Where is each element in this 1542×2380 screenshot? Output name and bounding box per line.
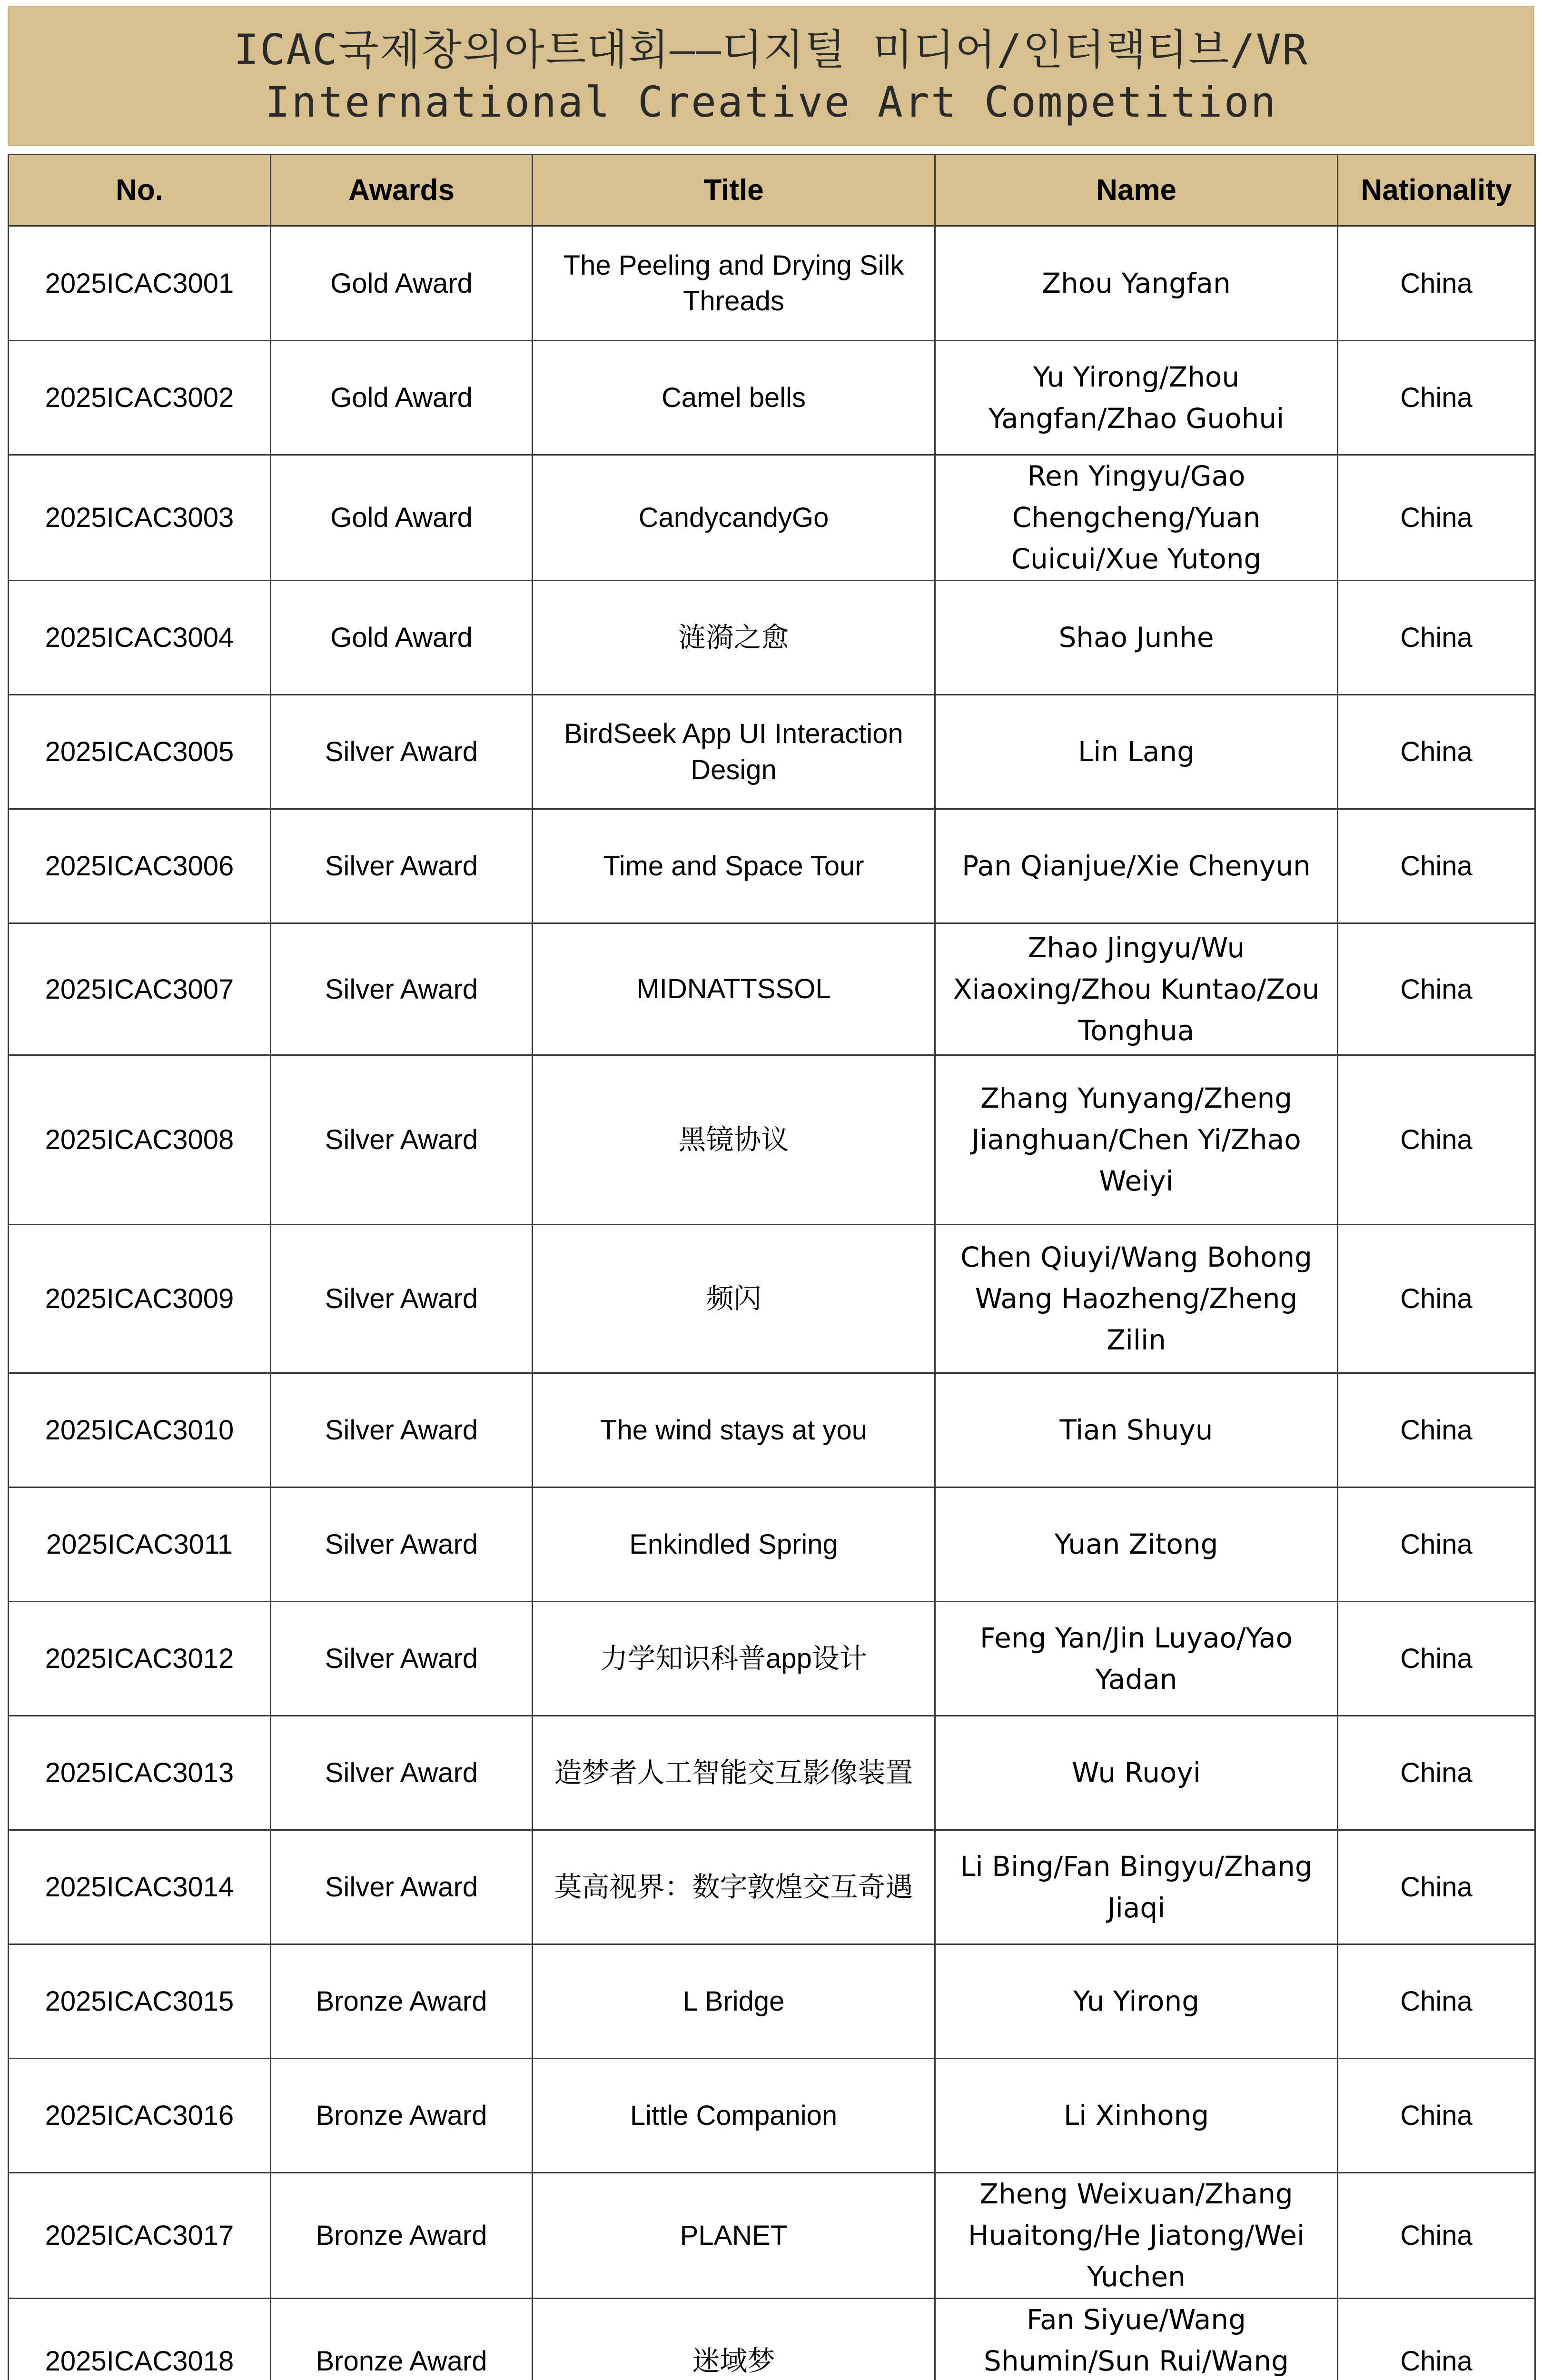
cell-number: 2025ICAC3009 — [9, 1225, 271, 1373]
cell-number: 2025ICAC3012 — [9, 1602, 271, 1716]
cell-number: 2025ICAC3001 — [9, 226, 271, 341]
cell-title: Camel bells — [533, 341, 935, 455]
cell-nationality: China — [1338, 695, 1535, 809]
cell-nationality: China — [1338, 341, 1535, 455]
cell-number: 2025ICAC3003 — [9, 455, 271, 581]
table-row — [9, 809, 1535, 923]
cell-number: 2025ICAC3016 — [9, 2059, 271, 2173]
cell-award: Silver Award — [271, 695, 533, 809]
table-row — [9, 1716, 1535, 1830]
table-row — [9, 923, 1535, 1055]
cell-award: Gold Award — [271, 226, 533, 341]
cell-number: 2025ICAC3006 — [9, 809, 271, 923]
cell-nationality: China — [1338, 1944, 1535, 2059]
cell-title: Time and Space Tour — [533, 809, 935, 923]
cell-title: Little Companion — [533, 2059, 935, 2173]
cell-name: Yu Yirong/Zhou Yangfan/Zhao Guohui — [935, 341, 1338, 455]
cell-name: Li Bing/Fan Bingyu/Zhang Jiaqi — [935, 1830, 1338, 1944]
table-row — [9, 341, 1535, 455]
cell-award: Silver Award — [271, 1602, 533, 1716]
column-header-nationality: Nationality — [1338, 155, 1535, 226]
cell-award: Bronze Award — [271, 1944, 533, 2059]
cell-nationality: China — [1338, 1225, 1535, 1373]
column-header-name: Name — [935, 155, 1338, 226]
cell-nationality: China — [1338, 809, 1535, 923]
cell-award: Silver Award — [271, 1373, 533, 1488]
cell-name: Pan Qianjue/Xie Chenyun — [935, 809, 1338, 923]
cell-title: 涟漪之愈 — [533, 581, 935, 695]
cell-nationality: China — [1338, 1602, 1535, 1716]
cell-name: Yuan Zitong — [935, 1488, 1338, 1602]
table-row — [9, 226, 1535, 341]
cell-title: The Peeling and Drying Silk Threads — [533, 226, 935, 341]
cell-title: Enkindled Spring — [533, 1488, 935, 1602]
cell-award: Silver Award — [271, 923, 533, 1055]
awards-table — [8, 154, 1536, 2380]
table-row — [9, 2299, 1535, 2380]
table-row — [9, 1944, 1535, 2059]
cell-name: Wu Ruoyi — [935, 1716, 1338, 1830]
table-row — [9, 1830, 1535, 1944]
cell-number: 2025ICAC3013 — [9, 1716, 271, 1830]
cell-number: 2025ICAC3018 — [9, 2299, 271, 2380]
cell-number: 2025ICAC3017 — [9, 2173, 271, 2299]
cell-nationality: China — [1338, 1373, 1535, 1488]
cell-award: Silver Award — [271, 1716, 533, 1830]
cell-title: 黑镜协议 — [533, 1055, 935, 1225]
cell-number: 2025ICAC3008 — [9, 1055, 271, 1225]
cell-title: 频闪 — [533, 1225, 935, 1373]
cell-number: 2025ICAC3014 — [9, 1830, 271, 1944]
table-row — [9, 1373, 1535, 1488]
cell-title: 莫高视界：数字敦煌交互奇遇 — [533, 1830, 935, 1944]
cell-name: Zhou Yangfan — [935, 226, 1338, 341]
cell-name: Zheng Weixuan/Zhang Huaitong/He Jiatong/Wei Yuchen — [935, 2173, 1338, 2299]
cell-title: PLANET — [533, 2173, 935, 2299]
column-header-title: Title — [533, 155, 935, 226]
cell-title: CandycandyGo — [533, 455, 935, 581]
cell-nationality: China — [1338, 1488, 1535, 1602]
cell-title: MIDNATTSSOL — [533, 923, 935, 1055]
cell-title: L Bridge — [533, 1944, 935, 2059]
cell-name: Zhao Jingyu/Wu Xiaoxing/Zhou Kuntao/Zou Tonghua — [935, 923, 1338, 1055]
table-row — [9, 695, 1535, 809]
cell-name: Zhang Yunyang/Zheng Jianghuan/Chen Yi/Zhao Weiyi — [935, 1055, 1338, 1225]
cell-name: Fan Siyue/Wang Shumin/Sun Rui/Wang — [935, 2299, 1338, 2380]
cell-name: Feng Yan/Jin Luyao/Yao Yadan — [935, 1602, 1338, 1716]
cell-nationality: China — [1338, 923, 1535, 1055]
title-banner — [8, 6, 1534, 146]
cell-number: 2025ICAC3005 — [9, 695, 271, 809]
cell-award: Gold Award — [271, 455, 533, 581]
table-row — [9, 1225, 1535, 1373]
cell-title: BirdSeek App UI Interaction Design — [533, 695, 935, 809]
cell-nationality: China — [1338, 1055, 1535, 1225]
cell-award: Silver Award — [271, 1488, 533, 1602]
cell-title: 造梦者人工智能交互影像装置 — [533, 1716, 935, 1830]
cell-nationality: China — [1338, 455, 1535, 581]
award-list-page — [8, 6, 1534, 2380]
cell-award: Gold Award — [271, 581, 533, 695]
cell-award: Silver Award — [271, 809, 533, 923]
cell-title: 力学知识科普app设计 — [533, 1602, 935, 1716]
cell-award: Bronze Award — [271, 2173, 533, 2299]
cell-name: Li Xinhong — [935, 2059, 1338, 2173]
cell-title: 迷域梦 — [533, 2299, 935, 2380]
cell-number: 2025ICAC3010 — [9, 1373, 271, 1488]
table-row — [9, 1602, 1535, 1716]
cell-nationality: China — [1338, 2059, 1535, 2173]
cell-award: Silver Award — [271, 1225, 533, 1373]
cell-nationality: China — [1338, 2173, 1535, 2299]
table-row — [9, 2173, 1535, 2299]
cell-name: Chen Qiuyi/Wang Bohong Wang Haozheng/Zheng Zilin — [935, 1225, 1338, 1373]
cell-award: Silver Award — [271, 1055, 533, 1225]
cell-title: The wind stays at you — [533, 1373, 935, 1488]
column-header-no: No. — [9, 155, 271, 226]
cell-number: 2025ICAC3002 — [9, 341, 271, 455]
table-header-row — [9, 155, 1535, 226]
column-header-awards: Awards — [271, 155, 533, 226]
cell-award: Silver Award — [271, 1830, 533, 1944]
cell-name: Yu Yirong — [935, 1944, 1338, 2059]
table-row — [9, 1055, 1535, 1225]
cell-award: Bronze Award — [271, 2059, 533, 2173]
cell-number: 2025ICAC3015 — [9, 1944, 271, 2059]
table-row — [9, 1488, 1535, 1602]
title-korean: ICAC국제창의아트대회——디지털 미디어/인터랙티브/VR — [234, 25, 1308, 74]
cell-nationality: China — [1338, 226, 1535, 341]
cell-number: 2025ICAC3004 — [9, 581, 271, 695]
cell-number: 2025ICAC3007 — [9, 923, 271, 1055]
cell-name: Shao Junhe — [935, 581, 1338, 695]
cell-number: 2025ICAC3011 — [9, 1488, 271, 1602]
cell-award: Gold Award — [271, 341, 533, 455]
cell-nationality: China — [1338, 1830, 1535, 1944]
table-row — [9, 581, 1535, 695]
cell-name: Tian Shuyu — [935, 1373, 1338, 1488]
cell-name: Ren Yingyu/Gao Chengcheng/Yuan Cuicui/Xue Yutong — [935, 455, 1338, 581]
cell-nationality: China — [1338, 2299, 1535, 2380]
table-row — [9, 2059, 1535, 2173]
cell-name: Lin Lang — [935, 695, 1338, 809]
title-english: International Creative Art Competition — [265, 77, 1277, 127]
cell-nationality: China — [1338, 581, 1535, 695]
table-row — [9, 455, 1535, 581]
cell-nationality: China — [1338, 1716, 1535, 1830]
cell-award: Bronze Award — [271, 2299, 533, 2380]
